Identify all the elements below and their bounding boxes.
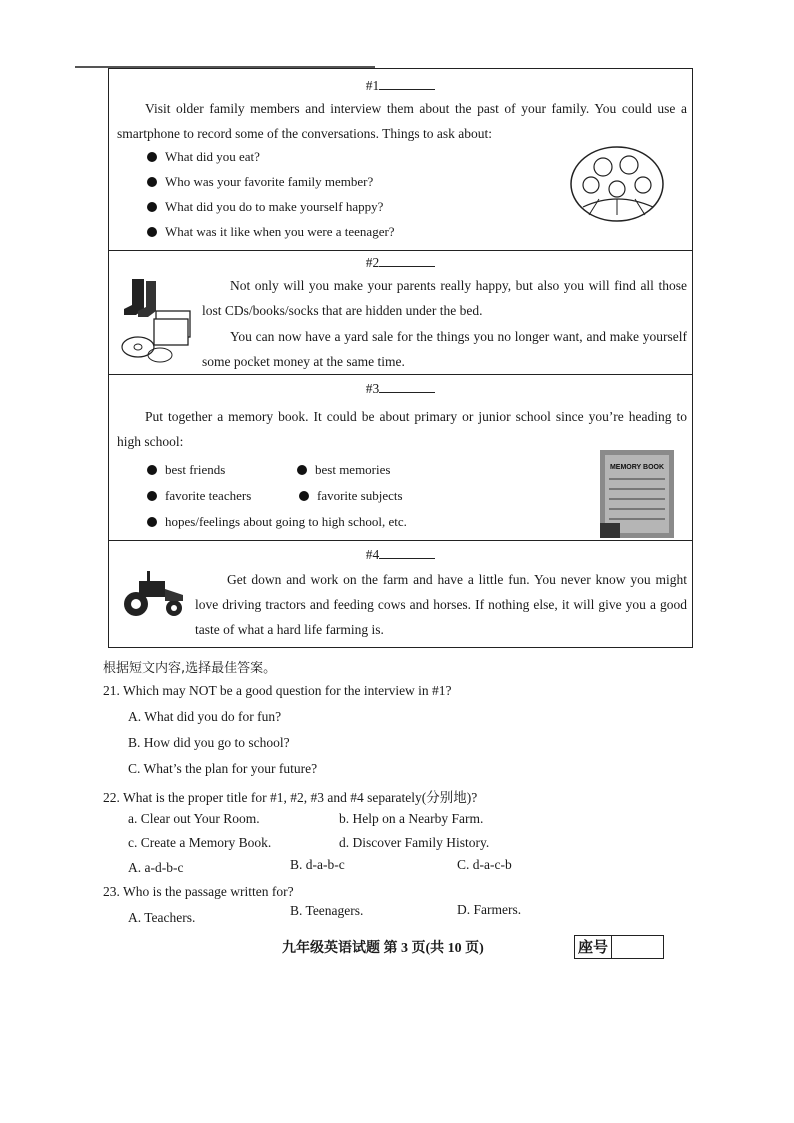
bullet-item: What did you do to make yourself happy? — [147, 199, 383, 215]
bullet-item: What did you eat? — [147, 149, 260, 165]
question-21: 21. Which may NOT be a good question for the interview in #1? — [103, 683, 452, 698]
option: A. Teachers. — [128, 910, 196, 925]
title-choice: d. Discover Family History. — [339, 835, 490, 850]
reading-box — [108, 68, 693, 648]
section-2-para-2: You can now have a yard sale for the things you no longer want, and make yourself some pocket money at the same time. — [202, 329, 687, 369]
section-1 — [109, 69, 692, 250]
seat-number-box — [574, 935, 664, 959]
bullet-item: favorite teachers — [147, 488, 251, 504]
socks-books-cd-illustration — [114, 275, 194, 367]
section-1-intro: Visit older family members and interview them about the past of your family. You could use a smartphone to record some of the conversations. Things to ask about: — [117, 101, 687, 141]
option: A. What did you do for fun? — [128, 709, 282, 724]
memory-book-label: MEMORY BOOK — [609, 464, 665, 471]
section-number: #1 — [109, 77, 692, 94]
section-4-para: Get down and work on the farm and have a little fun. You never know you might love driving tractors and feeding cows and horses. If nothing else, it will give you a good taste of what a hard life farming is. — [195, 572, 687, 637]
section-3 — [109, 374, 692, 540]
section-number: #4 — [109, 546, 692, 563]
bullet-item: hopes/feelings about going to high school, etc. — [147, 514, 407, 530]
title-choice: c. Create a Memory Book. — [128, 835, 272, 850]
section-number: #2 — [109, 254, 692, 271]
title-choice: a. Clear out Your Room. — [128, 811, 260, 826]
option: D. Farmers. — [457, 902, 522, 917]
question-23: 23. Who is the passage written for? — [103, 884, 294, 899]
memory-book-image — [599, 449, 675, 539]
title-choice: b. Help on a Nearby Farm. — [339, 811, 484, 826]
option: B. Teenagers. — [290, 903, 364, 918]
family-illustration — [569, 145, 665, 223]
section-number: #3 — [109, 380, 692, 397]
bullet-item: favorite subjects — [299, 488, 403, 504]
bullet-item: best memories — [297, 462, 390, 478]
section-3-intro: Put together a memory book. It could be about primary or junior school since you’re heading to high school: — [117, 409, 687, 449]
option: A. a-d-b-c — [128, 860, 184, 875]
instruction: 根据短文内容,选择最佳答案。 — [103, 661, 277, 676]
section-2 — [109, 250, 692, 374]
bullet-item: Who was your favorite family member? — [147, 174, 373, 190]
question-22: 22. What is the proper title for #1, #2, #3 and #4 separately(分别地)? — [103, 790, 478, 805]
bullet-item: What was it like when you were a teenager? — [147, 224, 395, 240]
option: B. How did you go to school? — [128, 735, 290, 750]
option: C. d-a-c-b — [457, 857, 512, 872]
tractor-icon — [119, 567, 189, 619]
bullet-item: best friends — [147, 462, 225, 478]
section-2-para-1: Not only will you make your parents really happy, but also you will find all those lost CDs/books/socks that are hidden under the bed. — [202, 278, 687, 318]
option: C. What’s the plan for your future? — [128, 761, 318, 776]
seat-label: 座号 — [575, 936, 612, 958]
option: B. d-a-b-c — [290, 857, 345, 872]
section-4 — [109, 540, 692, 649]
page-footer: 九年级英语试题 第 3 页(共 10 页) — [282, 941, 484, 956]
